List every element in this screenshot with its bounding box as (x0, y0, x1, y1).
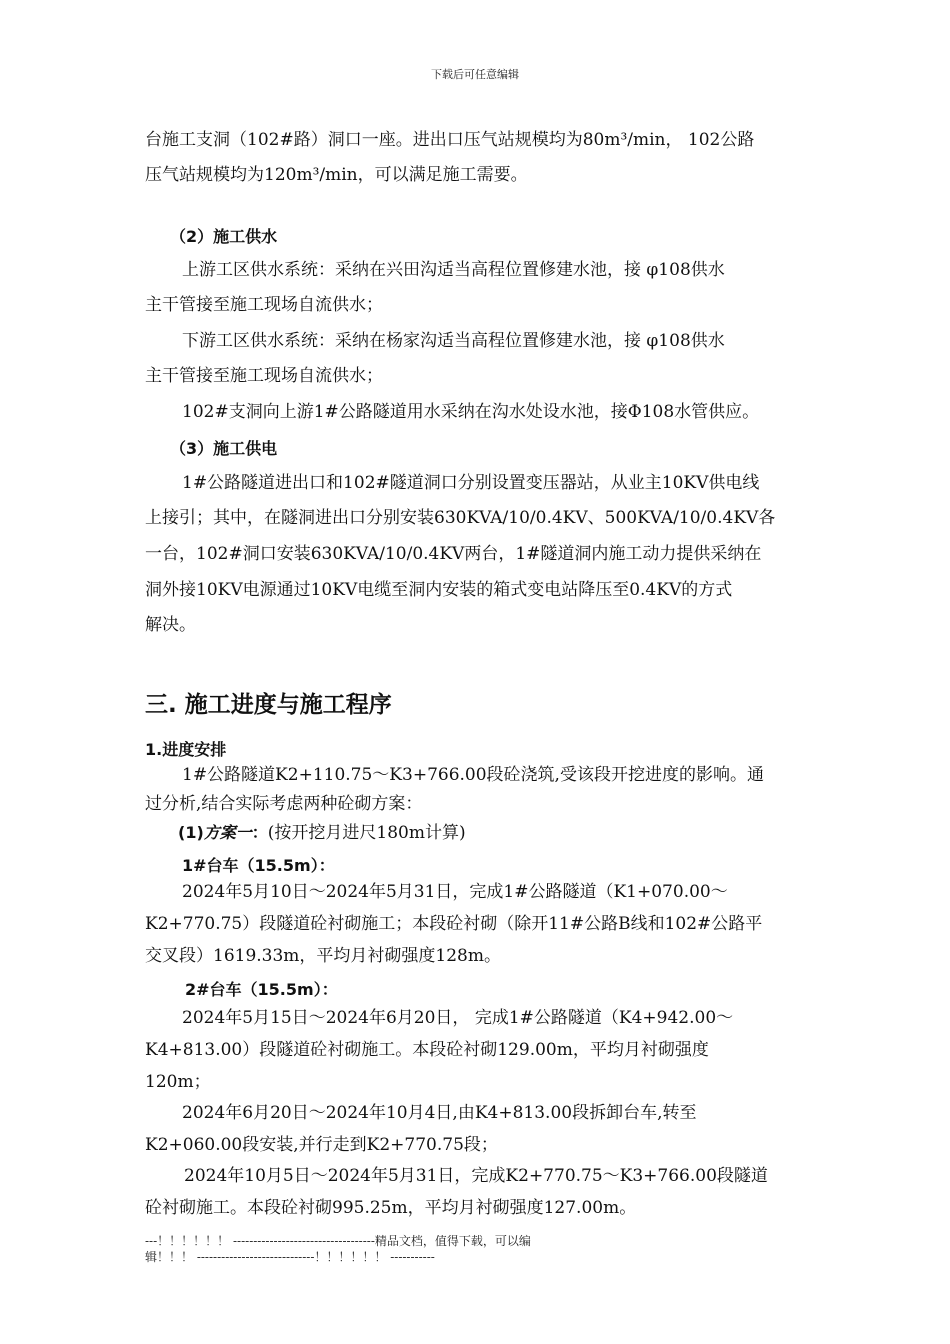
text-line: 主干管接至施工现场自流供水； (145, 295, 383, 315)
text-line: 上接引；其中，在隧洞进出口分别安装630KVA/10/0.4KV、500KVA/10/0.4KV各 (145, 508, 776, 528)
text-line: 2024年6月20日～2024年10月4日,由K4+813.00段拆卸台车,转至 (182, 1103, 697, 1123)
page-header: 下载后可任意编辑 (431, 68, 519, 81)
text-line: 上游工区供水系统：采纳在兴田沟适当高程位置修建水池，接 φ108供水 (182, 260, 725, 280)
footer-line-2: 辑！！！ -----------------------------！！！！！！ ----------- (145, 1250, 435, 1264)
text-line: 过分析,结合实际考虑两种砼砌方案： (145, 794, 423, 814)
subheading-power-supply: （3）施工供电 (170, 439, 278, 458)
text-line: 下游工区供水系统：采纳在杨家沟适当高程位置修建水池，接 φ108供水 (182, 331, 725, 351)
trolley-2-heading: 2#台车（15.5m）： (185, 980, 338, 999)
text-line: 102#支洞向上游1#公路隧道用水采纳在沟水处设水池，接Φ108水管供应。 (182, 402, 760, 422)
text-line: 120m； (145, 1072, 211, 1092)
text-line: K2+060.00段安装,并行走到K2+770.75段； (145, 1135, 498, 1155)
plan-name: 方案一 (203, 823, 252, 842)
footer-line-1: ---！！！！！！ -----------------------------------精品文档，值得下载，可以编 (145, 1234, 531, 1248)
plan-colon: ： (251, 823, 268, 842)
text-line: K4+813.00）段隧道砼衬砌施工。本段砼衬砌129.00m，平均月衬砌强度 (145, 1040, 709, 1060)
text-line: 2024年5月15日～2024年6月20日， 完成1#公路隧道（K4+942.00～ (182, 1008, 734, 1028)
text-line: 解决。 (145, 615, 196, 635)
text-line: K2+770.75）段隧道砼衬砌施工；本段砼衬砌（除开11#公路B线和102#公路平 (145, 914, 763, 934)
subsection-heading: 1.进度安排 (145, 740, 227, 759)
text-line: 2024年10月5日～2024年5月31日，完成K2+770.75～K3+766.00段隧道 (184, 1166, 768, 1186)
subheading-water-supply: （2）施工供水 (170, 227, 278, 246)
trolley-1-heading: 1#台车（15.5m）： (182, 856, 335, 875)
text-line: 一台，102#洞口安装630KVA/10/0.4KV两台，1#隧道洞内施工动力提供采纳在 (145, 544, 762, 564)
text-line: 1#公路隧道进出口和102#隧道洞口分别设置变压器站，从业主10KV供电线 (182, 473, 760, 493)
text-line: 台施工支洞（102#路）洞口一座。进出口压气站规模均为80m³/min， 102公路 (145, 130, 755, 150)
text-line: 压气站规模均为120m³/min，可以满足施工需要。 (145, 165, 528, 185)
text-line: 2024年5月10日～2024年5月31日，完成1#公路隧道（K1+070.00～ (182, 882, 728, 902)
text-line: 洞外接10KV电源通过10KV电缆至洞内安装的箱式变电站降压至0.4KV的方式 (145, 580, 733, 600)
plan-line (178, 821, 466, 845)
text-line: 砼衬砌施工。本段砼衬砌995.25m，平均月衬砌强度127.00m。 (145, 1198, 637, 1218)
plan-note: (按开挖月进尺180m计算) (267, 823, 466, 843)
text-line: 主干管接至施工现场自流供水； (145, 366, 383, 386)
text-line: 1#公路隧道K2+110.75～K3+766.00段砼浇筑,受该段开挖进度的影响。通 (182, 765, 764, 785)
section-heading: 三. 施工进度与施工程序 (145, 692, 392, 718)
plan-number: (1) (178, 823, 204, 842)
text-line: 交叉段）1619.33m，平均月衬砌强度128m。 (145, 946, 501, 966)
